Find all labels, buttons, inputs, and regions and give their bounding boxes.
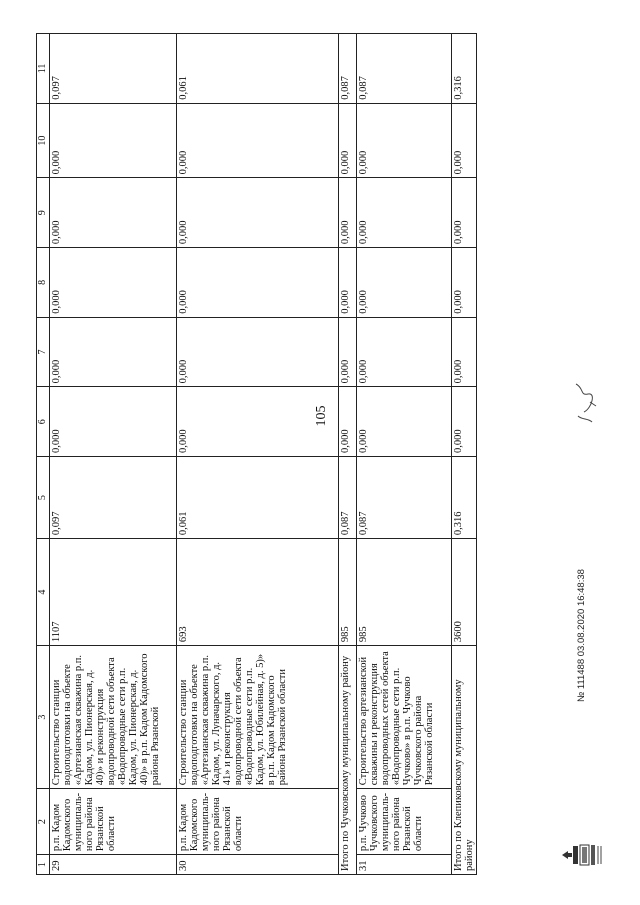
subtotal-row — [452, 34, 477, 875]
subtotal-row — [339, 34, 357, 875]
description-cell: Строительство станции водоподготовки на объекте «Артезианская скважина р.п. Кадом, ул. Луначарского, д. 41» и реконструкция водопроводной сети объекта «Водопроводные сети р.п. Кадом, ул. Юбилейная, д. 5)» в р.п. Кадом Кадомского района Рязанской области — [177, 646, 339, 789]
value-cell: 0,000 — [339, 317, 357, 387]
value-cell: 0,000 — [357, 103, 452, 178]
column-header: 10 — [37, 103, 50, 178]
value-cell: 0,000 — [357, 178, 452, 248]
value-cell: 0,000 — [452, 178, 477, 248]
value-cell: 985 — [339, 539, 357, 646]
value-cell: 0,000 — [177, 103, 339, 178]
value-cell: 0,000 — [357, 317, 452, 387]
location-cell: р.п. Чучково Чучковского муниципаль-ного района Рязанской области — [357, 789, 452, 855]
value-cell: 0,000 — [177, 178, 339, 248]
location-cell: р.п. Кадом Кадомского муниципаль-ного района Рязанской области — [50, 789, 177, 855]
header-row — [37, 34, 50, 875]
table-row — [177, 34, 339, 875]
table-row — [357, 34, 452, 875]
value-cell: 0,000 — [177, 248, 339, 318]
description-cell: Строительство артезианской скважины и реконструкция водопроводных сетей объекта «Водопроводные сети р.п. Чучково» в р.п. Чучково Чучковского района Рязанской области — [357, 646, 452, 789]
row-number: 31 — [357, 855, 452, 875]
column-header: 7 — [37, 317, 50, 387]
value-cell: 0,000 — [50, 387, 177, 457]
value-cell: 0,000 — [452, 387, 477, 457]
value-cell: 0,087 — [357, 457, 452, 539]
value-cell: 0,000 — [339, 103, 357, 178]
value-cell: 0,000 — [50, 178, 177, 248]
value-cell: 3600 — [452, 539, 477, 646]
value-cell: 1107 — [50, 539, 177, 646]
column-header: 3 — [37, 646, 50, 789]
column-header: 1 — [37, 855, 50, 875]
value-cell: 0,097 — [50, 457, 177, 539]
rotated-document — [36, 33, 617, 875]
value-cell: 0,061 — [177, 457, 339, 539]
value-cell: 0,000 — [177, 387, 339, 457]
column-header: 4 — [37, 539, 50, 646]
value-cell: 0,000 — [452, 248, 477, 318]
row-number: 29 — [50, 855, 177, 875]
value-cell: 0,087 — [339, 457, 357, 539]
column-header: 9 — [37, 178, 50, 248]
subtotal-label: Итого по Чучковскому муниципальному району — [339, 646, 357, 875]
value-cell: 0,000 — [50, 248, 177, 318]
value-cell: 0,000 — [339, 178, 357, 248]
value-cell: 0,000 — [357, 387, 452, 457]
value-cell: 985 — [357, 539, 452, 646]
value-cell: 0,087 — [339, 34, 357, 104]
value-cell: 0,000 — [50, 317, 177, 387]
value-cell: 0,000 — [50, 103, 177, 178]
value-cell: 0,000 — [452, 103, 477, 178]
value-cell: 0,097 — [50, 34, 177, 104]
column-header: 6 — [37, 387, 50, 457]
column-header: 5 — [37, 457, 50, 539]
emblem-icon — [560, 843, 606, 867]
column-header: 2 — [37, 789, 50, 855]
description-cell: Строительство станции водоподготовки на объекте «Артезианская скважина р.п. Кадом, ул. Пионерская, д. 40)» и реконструкция водопроводной сети объекта «Водопроводные сети р.п. Кадом, ул. Пионерская, д. 40)» в р.п. Кадом Кадомского района Рязанской — [50, 646, 177, 789]
value-cell: 0,000 — [339, 248, 357, 318]
subtotal-label: Итого по Клепиковскому муниципальному району — [452, 646, 477, 875]
value-cell: 0,000 — [452, 317, 477, 387]
page-number: 105 — [314, 405, 329, 427]
column-header: 11 — [37, 34, 50, 104]
location-cell: р.п. Кадом Кадомского муниципаль-ного района Рязанской области — [177, 789, 339, 855]
value-cell: 693 — [177, 539, 339, 646]
document-record: № 111488 03.08.2020 16:48:38 — [576, 569, 587, 702]
value-cell: 0,061 — [177, 34, 339, 104]
value-cell: 0,316 — [452, 34, 477, 104]
data-table — [36, 33, 477, 875]
value-cell: 0,000 — [339, 387, 357, 457]
value-cell: 0,316 — [452, 457, 477, 539]
table-row — [50, 34, 177, 875]
value-cell: 0,087 — [357, 34, 452, 104]
value-cell: 0,000 — [177, 317, 339, 387]
column-header: 8 — [37, 248, 50, 318]
row-number: 30 — [177, 855, 339, 875]
value-cell: 0,000 — [357, 248, 452, 318]
